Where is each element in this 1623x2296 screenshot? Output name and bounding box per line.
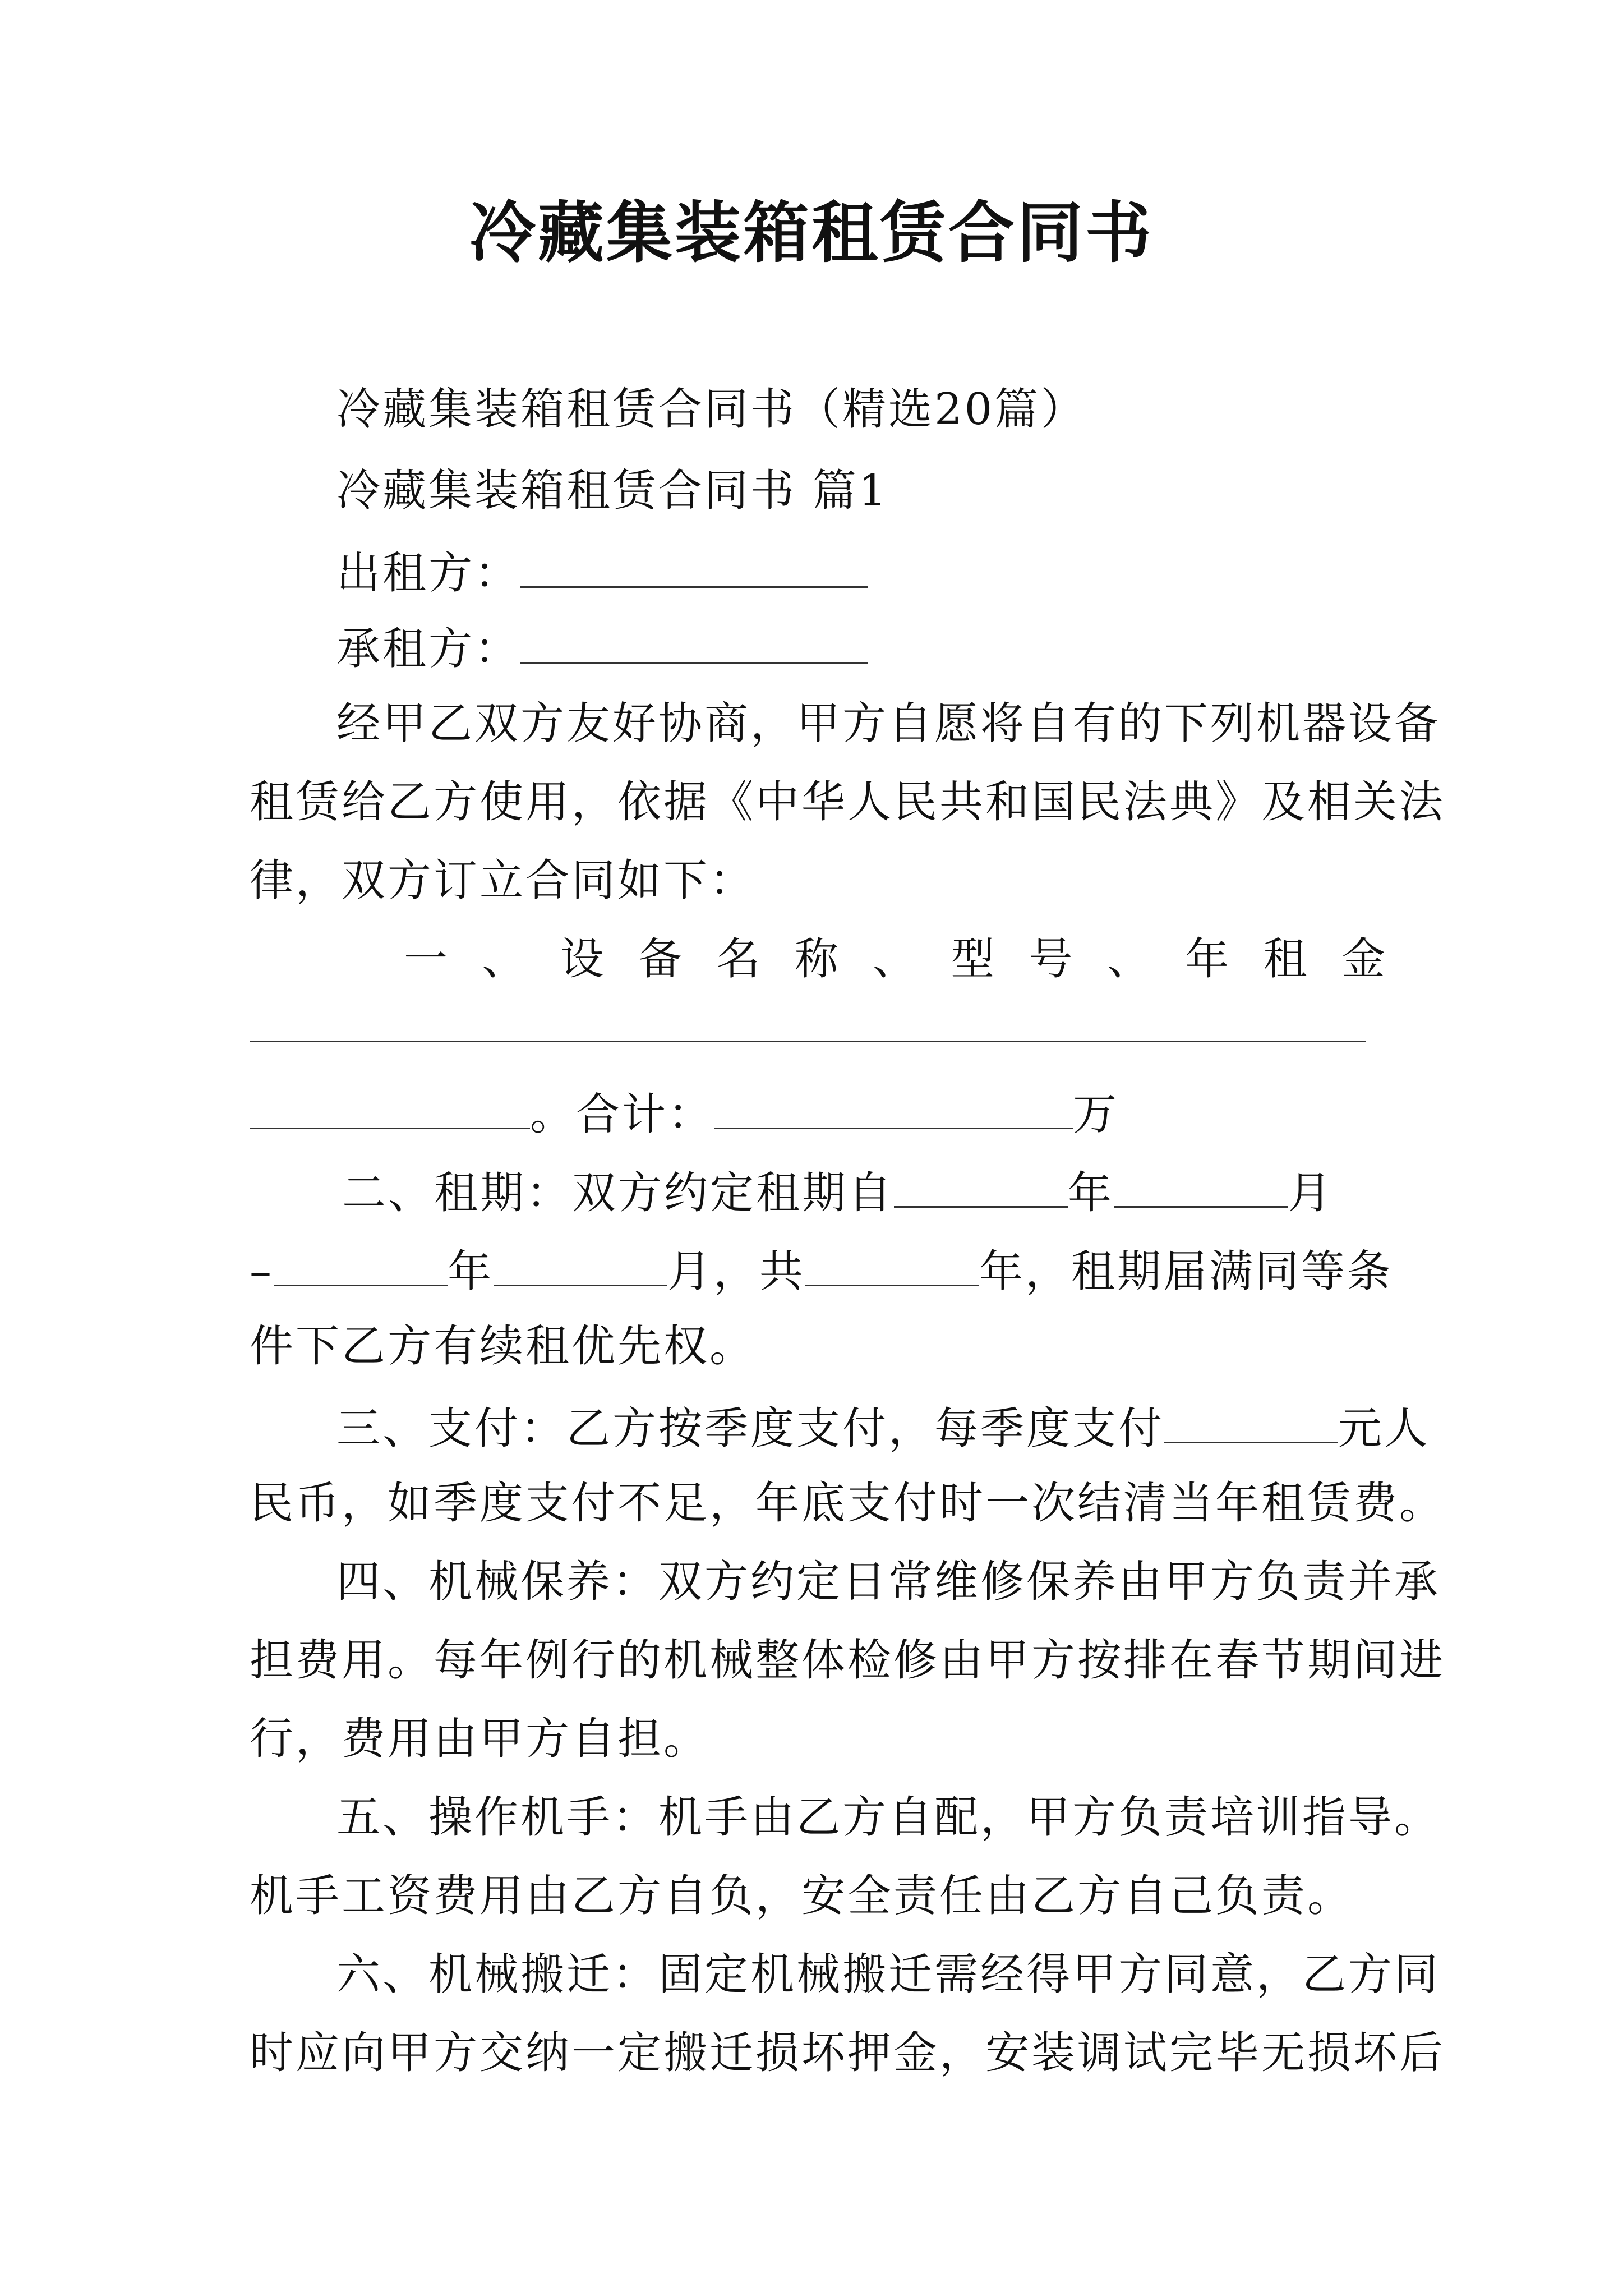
item1-char: 、 bbox=[872, 934, 916, 984]
item1-char: 名 bbox=[716, 934, 760, 984]
lessee-line bbox=[336, 617, 868, 677]
total-label: 。合计： bbox=[530, 1089, 714, 1140]
item4-line-2: 担费用。每年例行的机械整体检修由甲方按排在春节期间进 bbox=[250, 1635, 1446, 1686]
year-label: 年 bbox=[1068, 1168, 1114, 1218]
item2-line-2 bbox=[250, 1240, 1393, 1300]
item1-char: 号 bbox=[1029, 934, 1073, 984]
month-label: 月 bbox=[1288, 1168, 1334, 1218]
lessor-blank[interactable] bbox=[520, 541, 868, 588]
item1-blank[interactable] bbox=[250, 1083, 530, 1129]
intro-line-3: 律，双方订立合同如下： bbox=[250, 855, 756, 906]
item2-line-3: 件下乙方有续租优先权。 bbox=[250, 1321, 756, 1372]
item4-line-1: 四、机械保养：双方约定日常维修保养由甲方负责并承 bbox=[336, 1557, 1441, 1607]
item1-total-line bbox=[250, 1083, 1119, 1143]
item6-line-1: 六、机械搬迁：固定机械搬迁需经得甲方同意，乙方同 bbox=[336, 1949, 1441, 2000]
item3-text: 三、支付：乙方按季度支付，每季度支付 bbox=[336, 1404, 1165, 1454]
item1-char: 设 bbox=[560, 934, 604, 984]
item1-heading bbox=[404, 931, 1385, 987]
item2-tail: 年，租期届满同等条 bbox=[979, 1246, 1394, 1297]
range-dash: – bbox=[250, 1246, 274, 1297]
item1-char: 金 bbox=[1341, 934, 1385, 984]
item1-char: 型 bbox=[951, 934, 995, 984]
start-year-blank[interactable] bbox=[894, 1161, 1068, 1208]
item1-char: 、 bbox=[482, 934, 526, 984]
quarterly-amount-blank[interactable] bbox=[1164, 1397, 1338, 1443]
section-heading: 冷藏集装箱租赁合同书 篇1 bbox=[336, 466, 889, 516]
item1-char: 年 bbox=[1185, 934, 1229, 984]
lessor-label: 出租方： bbox=[336, 548, 521, 599]
item6-line-2: 时应向甲方交纳一定搬迁损坏押金，安装调试完毕无损坏后 bbox=[250, 2028, 1446, 2078]
total-unit: 万 bbox=[1073, 1089, 1119, 1140]
item5-line-2: 机手工资费用由乙方自负，安全责任由乙方自己负责。 bbox=[250, 1871, 1354, 1921]
start-month-blank[interactable] bbox=[1114, 1161, 1288, 1208]
item3-line-1 bbox=[336, 1397, 1430, 1457]
intro-line-2: 租赁给乙方使用，依据《中华人民共和国民法典》及相关法 bbox=[250, 777, 1446, 827]
lessee-label: 承租方： bbox=[336, 624, 521, 674]
total-years-blank[interactable] bbox=[805, 1240, 979, 1286]
item3-line-2: 民币，如季度支付不足，年底支付时一次结清当年租赁费。 bbox=[250, 1478, 1446, 1529]
total-years-label: 月，共 bbox=[667, 1246, 806, 1297]
item2-line-1 bbox=[342, 1161, 1334, 1221]
lessee-blank[interactable] bbox=[520, 617, 868, 664]
end-year-blank[interactable] bbox=[274, 1240, 448, 1286]
item2-text: 二、租期：双方约定租期自 bbox=[342, 1168, 895, 1218]
collection-subtitle: 冷藏集装箱租赁合同书（精选20篇） bbox=[336, 384, 1087, 435]
item5-line-1: 五、操作机手：机手由乙方自配，甲方负责培训指导。 bbox=[336, 1792, 1441, 1843]
intro-line-1: 经甲乙双方友好协商，甲方自愿将自有的下列机器设备 bbox=[336, 698, 1441, 749]
document-title: 冷藏集装箱租赁合同书 bbox=[469, 194, 1154, 272]
item1-long-blank[interactable] bbox=[250, 1041, 1366, 1042]
item1-char: 一 bbox=[404, 934, 448, 984]
item1-char: 称 bbox=[794, 934, 838, 984]
end-month-blank[interactable] bbox=[494, 1240, 667, 1286]
item1-char: 备 bbox=[638, 934, 682, 984]
item1-char: 、 bbox=[1106, 934, 1151, 984]
item3-text-end: 元人 bbox=[1338, 1404, 1431, 1454]
lessor-line bbox=[336, 541, 868, 601]
total-blank[interactable] bbox=[714, 1083, 1073, 1129]
item4-line-3: 行，费用由甲方自担。 bbox=[250, 1714, 710, 1764]
year-label: 年 bbox=[448, 1246, 494, 1297]
item1-char: 租 bbox=[1263, 934, 1307, 984]
